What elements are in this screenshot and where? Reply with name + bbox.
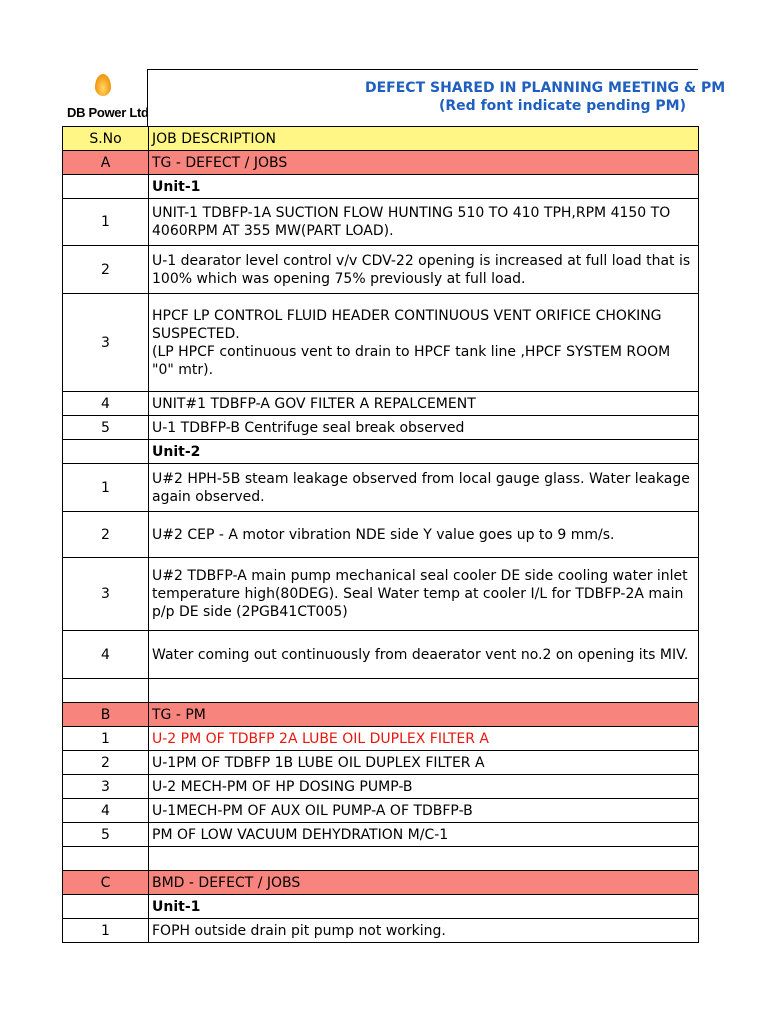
row-sno: A bbox=[63, 151, 149, 175]
row-sno: 4 bbox=[63, 631, 149, 679]
column-header-description: JOB DESCRIPTION bbox=[149, 127, 699, 151]
table-row bbox=[63, 512, 699, 558]
row-sno: 3 bbox=[63, 294, 149, 392]
table-row bbox=[63, 464, 699, 512]
row-description: U#2 CEP - A motor vibration NDE side Y value goes up to 9 mm/s. bbox=[149, 512, 699, 558]
row-sno: 4 bbox=[63, 799, 149, 823]
row-description: U-1MECH-PM OF AUX OIL PUMP-A OF TDBFP-B bbox=[149, 799, 699, 823]
row-description: U-2 MECH-PM OF HP DOSING PUMP-B bbox=[149, 775, 699, 799]
row-sno bbox=[63, 440, 149, 464]
row-sno: 1 bbox=[63, 464, 149, 512]
row-description: Unit-1 bbox=[149, 895, 699, 919]
row-description: TG - DEFECT / JOBS bbox=[149, 151, 699, 175]
row-description: TG - PM bbox=[149, 703, 699, 727]
row-description: FOPH outside drain pit pump not working. bbox=[149, 919, 699, 943]
row-sno bbox=[63, 679, 149, 703]
row-sno: C bbox=[63, 871, 149, 895]
table-row bbox=[63, 775, 699, 799]
row-description bbox=[149, 847, 699, 871]
section-row bbox=[63, 703, 699, 727]
row-sno: 3 bbox=[63, 558, 149, 631]
table-row bbox=[63, 823, 699, 847]
table-row bbox=[63, 558, 699, 631]
table-row bbox=[63, 919, 699, 943]
table-row bbox=[63, 631, 699, 679]
row-description bbox=[149, 679, 699, 703]
unit-row bbox=[63, 175, 699, 199]
blank-row bbox=[63, 847, 699, 871]
section-row bbox=[63, 871, 699, 895]
row-description: U-1 TDBFP-B Centrifuge seal break observed bbox=[149, 416, 699, 440]
table-row bbox=[63, 416, 699, 440]
section-row bbox=[63, 151, 699, 175]
row-sno: B bbox=[63, 703, 149, 727]
row-description: Water coming out continuously from deaerator vent no.2 on opening its MIV. bbox=[149, 631, 699, 679]
row-description: UNIT#1 TDBFP-A GOV FILTER A REPALCEMENT bbox=[149, 392, 699, 416]
row-description: Unit-1 bbox=[149, 175, 699, 199]
row-sno: 2 bbox=[63, 512, 149, 558]
row-sno: 2 bbox=[63, 751, 149, 775]
row-description: U-1 dearator level control v/v CDV-22 opening is increased at full load that is 100% which was opening 75% previously at full load. bbox=[149, 246, 699, 294]
row-sno: 5 bbox=[63, 823, 149, 847]
row-description: HPCF LP CONTROL FLUID HEADER CONTINUOUS VENT ORIFICE CHOKING SUSPECTED. (LP HPCF continuous vent to drain to HPCF tank line ,HPCF SYSTEM ROOM "0" mtr). bbox=[149, 294, 699, 392]
table-row bbox=[63, 294, 699, 392]
logo-text: DB Power Ltd bbox=[67, 105, 149, 120]
row-sno: 5 bbox=[63, 416, 149, 440]
row-sno bbox=[63, 175, 149, 199]
table-row bbox=[63, 246, 699, 294]
report-header bbox=[147, 69, 726, 126]
unit-row bbox=[63, 895, 699, 919]
report-subtitle: (Red font indicate pending PM) bbox=[439, 98, 686, 114]
company-logo bbox=[62, 70, 148, 127]
defect-table bbox=[62, 126, 699, 943]
table-row bbox=[63, 799, 699, 823]
table-row bbox=[63, 751, 699, 775]
table-row bbox=[63, 392, 699, 416]
row-sno: 3 bbox=[63, 775, 149, 799]
row-sno: 1 bbox=[63, 199, 149, 246]
table-row-pending bbox=[63, 727, 699, 751]
row-sno bbox=[63, 847, 149, 871]
row-description: U-1PM OF TDBFP 1B LUBE OIL DUPLEX FILTER A bbox=[149, 751, 699, 775]
blank-row bbox=[63, 679, 699, 703]
table-row bbox=[63, 199, 699, 246]
table-header-row bbox=[63, 127, 699, 151]
row-description: UNIT-1 TDBFP-1A SUCTION FLOW HUNTING 510 TO 410 TPH,RPM 4150 TO 4060RPM AT 355 MW(PART LOAD). bbox=[149, 199, 699, 246]
row-description: BMD - DEFECT / JOBS bbox=[149, 871, 699, 895]
row-sno: 1 bbox=[63, 727, 149, 751]
row-description: U#2 HPH-5B steam leakage observed from local gauge glass. Water leakage again observed. bbox=[149, 464, 699, 512]
row-sno: 4 bbox=[63, 392, 149, 416]
row-description: Unit-2 bbox=[149, 440, 699, 464]
row-description: U-2 PM OF TDBFP 2A LUBE OIL DUPLEX FILTER A bbox=[149, 727, 699, 751]
row-sno: 2 bbox=[63, 246, 149, 294]
column-header-sno: S.No bbox=[63, 127, 149, 151]
row-sno: 1 bbox=[63, 919, 149, 943]
report-title: DEFECT SHARED IN PLANNING MEETING & PM bbox=[365, 80, 726, 96]
flame-icon bbox=[95, 74, 111, 96]
row-description: PM OF LOW VACUUM DEHYDRATION M/C-1 bbox=[149, 823, 699, 847]
row-sno bbox=[63, 895, 149, 919]
row-description: U#2 TDBFP-A main pump mechanical seal cooler DE side cooling water inlet temperature high(80DEG). Seal Water temp at cooler I/L for TDBFP-2A main p/p DE side (2PGB41CT005) bbox=[149, 558, 699, 631]
unit-row bbox=[63, 440, 699, 464]
